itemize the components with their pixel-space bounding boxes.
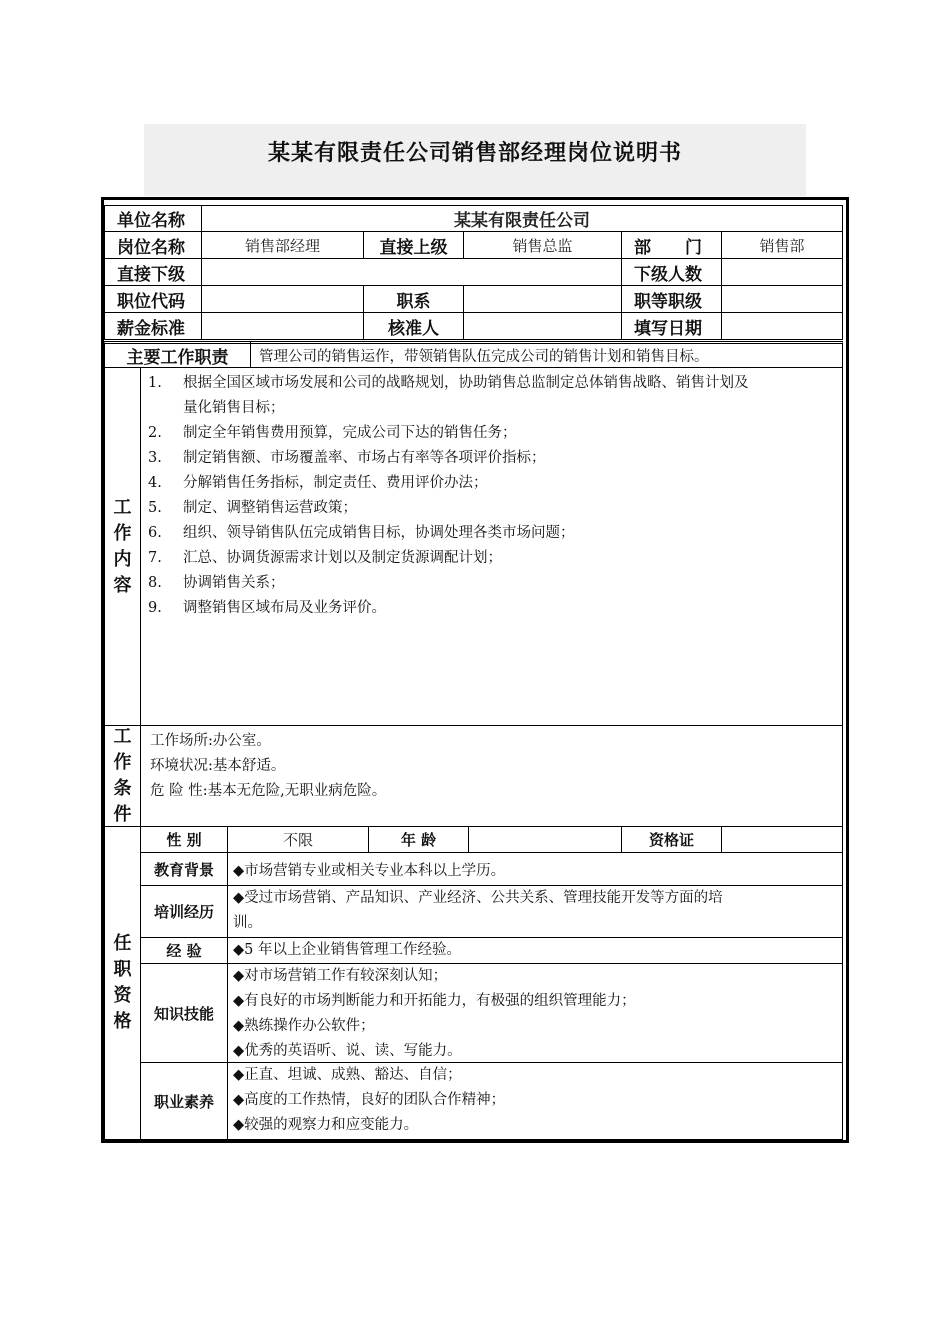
grade-value <box>721 285 843 313</box>
fill-date-label: 填写日期 <box>621 312 722 340</box>
experience-text: ◆5 年以上企业销售管理工作经验。 <box>227 937 843 964</box>
position-code-value <box>201 285 364 313</box>
professional-quality-text: ◆正直、坦诚、成熟、豁达、自信； ◆高度的工作热情，良好的团队合作精神； ◆较强的观察力和应变能力。 <box>227 1062 843 1140</box>
gender-label: 性 别 <box>140 826 228 853</box>
certificate-value <box>721 826 843 853</box>
knowledge-skills-text: ◆对市场营销工作有较深刻认知； ◆有良好的市场判断能力和开拓能力，有极强的组织管理能力； ◆熟练操作办公软件； ◆优秀的英语听、说、读、写能力。 <box>227 963 843 1063</box>
unit-name-label: 单位名称 <box>104 205 202 232</box>
salary-label: 薪金标准 <box>104 312 202 340</box>
list-item: 4. 分解销售任务指标，制定责任、费用评价办法； <box>148 475 488 491</box>
training-text: ◆受过市场营销、产品知识、产业经济、公共关系、管理技能开发等方面的培 训。 <box>227 885 843 938</box>
age-label: 年 龄 <box>368 826 469 853</box>
direct-subordinate-label: 直接下级 <box>104 258 202 286</box>
list-item: 8. 协调销售关系； <box>148 575 285 591</box>
position-code-label: 职位代码 <box>104 285 202 313</box>
fill-date-value <box>721 312 843 340</box>
main-duty-label: 主要工作职责 <box>104 341 251 368</box>
title-banner <box>144 124 806 196</box>
education-label: 教育背景 <box>140 852 228 886</box>
direct-superior-value: 销售总监 <box>463 231 622 259</box>
list-item: 6. 组织、领导销售队伍完成销售目标，协调处理各类市场问题； <box>148 525 575 541</box>
direct-subordinate-value <box>201 258 622 286</box>
grade-label: 职等职级 <box>621 285 722 313</box>
list-item: 5. 制定、调整销售运营政策； <box>148 500 357 516</box>
list-item: 2. 制定全年销售费用预算，完成公司下达的销售任务； <box>148 425 517 441</box>
work-conditions-text: 工作场所:办公室。 环境状况:基本舒适。 危 险 性:基本无危险,无职业病危险。 <box>150 733 387 799</box>
position-name-label: 岗位名称 <box>104 231 202 259</box>
work-content-list <box>148 371 838 621</box>
list-item: 9. 调整销售区域布局及业务评价。 <box>148 600 386 616</box>
position-name-value: 销售部经理 <box>201 231 364 259</box>
training-label: 培训经历 <box>140 885 228 938</box>
certificate-label: 资格证 <box>621 826 722 853</box>
job-family-label: 职系 <box>363 285 464 313</box>
subordinate-count-value <box>721 258 843 286</box>
gender-value: 不限 <box>227 826 369 853</box>
work-conditions-label: 工 作 条 件 <box>104 725 141 827</box>
list-item: 3. 制定销售额、市场覆盖率、市场占有率等各项评价指标； <box>148 450 546 466</box>
experience-label: 经 验 <box>140 937 228 964</box>
salary-value <box>201 312 364 340</box>
education-text: ◆市场营销专业或相关专业本科以上学历。 <box>227 852 843 886</box>
subordinate-count-label: 下级人数 <box>621 258 722 286</box>
age-value <box>468 826 622 853</box>
list-item: 1. 根据全国区域市场发展和公司的战略规划，协助销售总监制定总体销售战略、销售计划及 量化销售目标； <box>148 375 749 416</box>
unit-name-value: 某某有限责任公司 <box>201 205 843 232</box>
direct-superior-label: 直接上级 <box>363 231 464 259</box>
department-label: 部 门 <box>621 231 722 259</box>
document-title: 某某有限责任公司销售部经理岗位说明书 <box>267 141 682 166</box>
job-family-value <box>463 285 622 313</box>
qualifications-label: 任 职 资 格 <box>104 826 141 1140</box>
knowledge-skills-label: 知识技能 <box>140 963 228 1063</box>
professional-quality-label: 职业素养 <box>140 1062 228 1140</box>
list-item: 7. 汇总、协调货源需求计划以及制定货源调配计划； <box>148 550 502 566</box>
approver-value <box>463 312 622 340</box>
approver-label: 核准人 <box>363 312 464 340</box>
main-duty-text: 管理公司的销售运作，带领销售队伍完成公司的销售计划和销售目标。 <box>250 341 843 368</box>
department-value: 销售部 <box>721 231 843 259</box>
work-content-label: 工 作 内 容 <box>104 367 141 726</box>
